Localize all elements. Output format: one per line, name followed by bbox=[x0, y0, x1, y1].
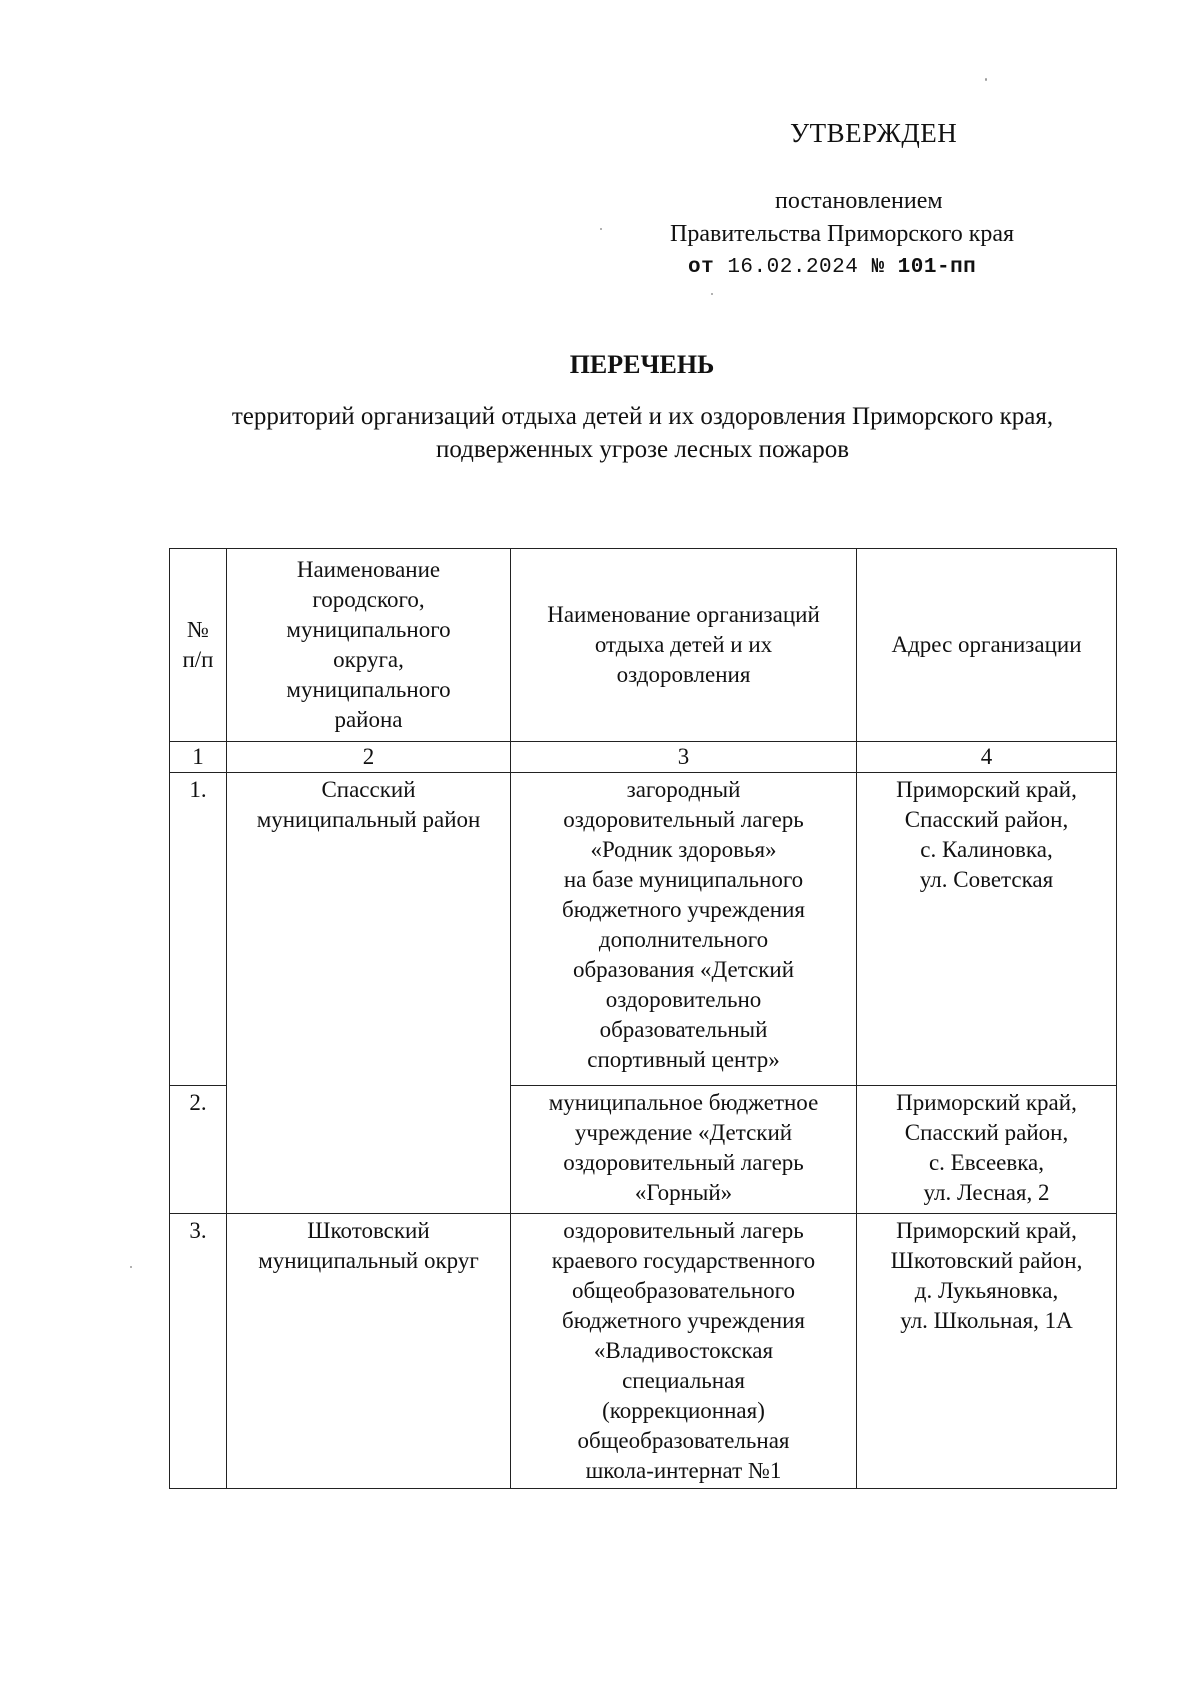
scan-speck bbox=[600, 228, 602, 230]
scan-speck bbox=[711, 293, 713, 295]
cell-text-line: спортивный центр» bbox=[587, 1047, 780, 1072]
cell-text-line: на базе муниципального bbox=[563, 867, 804, 892]
cell-text-line: бюджетного учреждения bbox=[562, 1308, 805, 1333]
cell-text-line: общеобразовательная bbox=[577, 1428, 790, 1453]
approval-line-2: Правительства Приморского края bbox=[670, 221, 1015, 247]
cell-text-line: Шкотовский bbox=[307, 1218, 430, 1243]
cell-text-line: краевого государственного bbox=[551, 1248, 816, 1273]
header-address: Адрес организации bbox=[857, 549, 1117, 742]
district-cell bbox=[227, 773, 511, 1214]
column-number: 2 bbox=[227, 742, 511, 773]
cell-text-line: с. Евсеевка, bbox=[928, 1150, 1045, 1175]
cell-text-line: муниципального bbox=[286, 617, 451, 642]
district-cell bbox=[227, 1214, 511, 1489]
cell-text-line: Шкотовский район, bbox=[890, 1248, 1083, 1273]
scan-speck bbox=[130, 1266, 132, 1268]
subtitle-line-1: территорий организаций отдыха детей и их оздоровления Приморского края, bbox=[231, 403, 1054, 430]
cell-text-line: ул. Лесная, 2 bbox=[923, 1180, 1050, 1205]
cell-text-line: оздоровительный лагерь bbox=[563, 1150, 804, 1175]
column-number-row bbox=[170, 742, 1117, 773]
cell-text-line: муниципального bbox=[286, 677, 451, 702]
cell-text-line: д. Лукьяновка, bbox=[914, 1278, 1059, 1303]
cell-text-line: (коррекционная) bbox=[602, 1398, 765, 1423]
row-number: 1. bbox=[170, 773, 227, 1086]
header-organization bbox=[511, 549, 857, 742]
cell-text-line: Приморский край, bbox=[896, 777, 1077, 802]
cell-text-line: ул. Школьная, 1А bbox=[900, 1308, 1073, 1333]
cell-text-line: муниципальное бюджетное bbox=[548, 1090, 819, 1115]
cell-text-line: с. Калиновка, bbox=[920, 837, 1053, 862]
cell-text-line: образовательный bbox=[599, 1017, 768, 1042]
cell-text-line: общеобразовательного bbox=[571, 1278, 796, 1303]
cell-text-line: «Родник здоровья» bbox=[590, 837, 777, 862]
cell-text-line: района bbox=[334, 707, 403, 732]
cell-text-line: ул. Советская bbox=[919, 867, 1054, 892]
cell-text-line: Спасский район, bbox=[904, 807, 1069, 832]
approval-heading: УТВЕРЖДЕН bbox=[790, 118, 958, 148]
address-cell bbox=[857, 773, 1117, 1086]
cell-text-line: оздоровительно bbox=[605, 987, 762, 1012]
approval-line-1: постановлением bbox=[775, 188, 943, 214]
cell-text-line: оздоровительный лагерь bbox=[563, 807, 804, 832]
cell-text-line: оздоровления bbox=[616, 662, 751, 687]
cell-text-line: муниципальный район bbox=[256, 807, 481, 832]
territories-table bbox=[169, 548, 1117, 1489]
row-number: 3. bbox=[170, 1214, 227, 1489]
organization-cell bbox=[511, 773, 857, 1086]
column-number: 4 bbox=[857, 742, 1117, 773]
cell-text-line: образования «Детский bbox=[572, 957, 795, 982]
cell-text-line: Спасский район, bbox=[904, 1120, 1069, 1145]
organization-cell bbox=[511, 1214, 857, 1489]
cell-text-line: Приморский край, bbox=[896, 1090, 1077, 1115]
column-number: 3 bbox=[511, 742, 857, 773]
cell-text-line: округа, bbox=[333, 647, 404, 672]
cell-text-line: специальная bbox=[622, 1368, 745, 1393]
cell-text-line: дополнительного bbox=[598, 927, 769, 952]
cell-text-line: отдыха детей и их bbox=[594, 632, 773, 657]
scan-speck bbox=[985, 78, 987, 81]
header-num: № п/п bbox=[170, 549, 227, 742]
decree-reference bbox=[688, 256, 976, 279]
cell-text-line: Наименование bbox=[296, 557, 441, 582]
subtitle-line-2: подверженных угрозе лесных пожаров bbox=[435, 436, 850, 463]
cell-text-line: загородный bbox=[626, 777, 741, 802]
cell-text-line: оздоровительный лагерь bbox=[563, 1218, 804, 1243]
cell-text-line: «Владивостокская bbox=[593, 1338, 774, 1363]
cell-text-line: Приморский край, bbox=[896, 1218, 1077, 1243]
column-number: 1 bbox=[170, 742, 227, 773]
address-cell bbox=[857, 1214, 1117, 1489]
decree-prefix: от bbox=[688, 256, 715, 279]
cell-text-line: бюджетного учреждения bbox=[562, 897, 805, 922]
header-district bbox=[227, 549, 511, 742]
organization-cell bbox=[511, 1086, 857, 1214]
decree-number: № 101-пп bbox=[871, 256, 977, 279]
table-row bbox=[170, 773, 1117, 1086]
decree-date: 16.02.2024 bbox=[727, 256, 859, 279]
cell-text-line: Наименование организаций bbox=[547, 602, 820, 627]
address-cell bbox=[857, 1086, 1117, 1214]
document-title: ПЕРЕЧЕНЬ bbox=[569, 350, 715, 379]
table-header-row bbox=[170, 549, 1117, 742]
cell-text-line: городского, bbox=[312, 587, 425, 612]
cell-text-line: муниципальный округ bbox=[258, 1248, 479, 1273]
cell-text-line: Спасский bbox=[321, 777, 416, 802]
cell-text-line: «Горный» bbox=[634, 1180, 733, 1205]
table-row bbox=[170, 1214, 1117, 1489]
row-number: 2. bbox=[170, 1086, 227, 1214]
cell-text-line: школа-интернат №1 bbox=[585, 1458, 782, 1483]
document-subtitle bbox=[170, 400, 1115, 466]
cell-text-line: учреждение «Детский bbox=[574, 1120, 793, 1145]
